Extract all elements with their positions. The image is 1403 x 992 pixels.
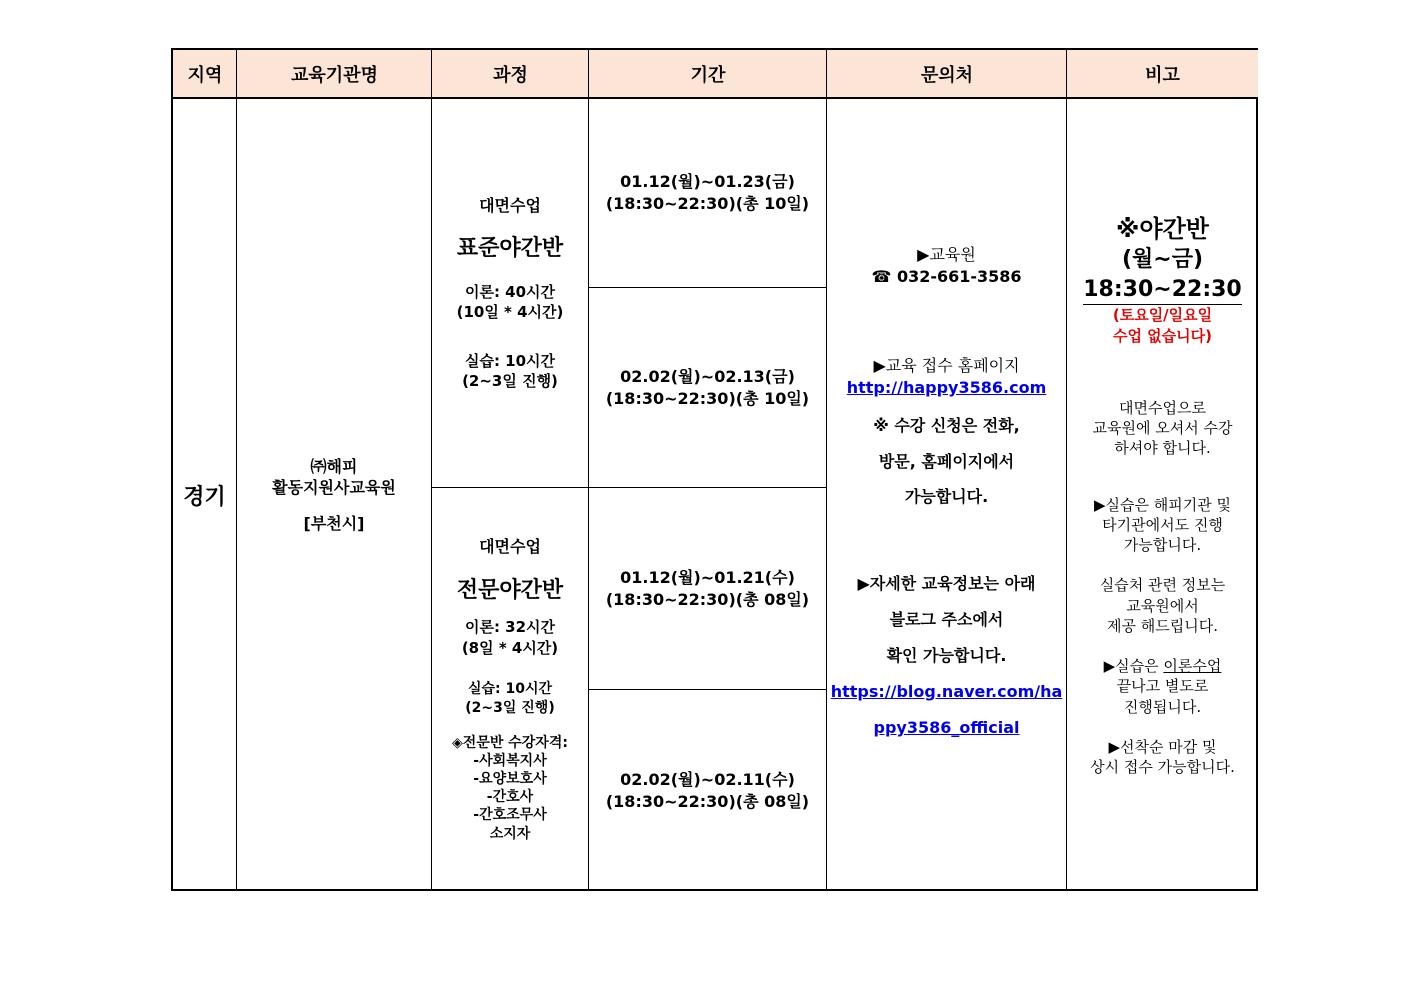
night-class-days: (월~금)	[1121, 247, 1204, 272]
notes-cell	[1067, 99, 1258, 891]
course-type: 대면수업	[479, 195, 541, 215]
institution-city: [부천시]	[303, 513, 365, 533]
night-class-time: 18:30~22:30	[1083, 275, 1242, 306]
period-dates: 01.12(월)~01.21(수)	[620, 567, 795, 587]
blog-link-line2[interactable]: ppy3586_official	[873, 717, 1020, 737]
note-practice-info-line3: 제공 해드립니다.	[1107, 616, 1218, 635]
apply-note-line1: ※ 수강 신청은 전화,	[873, 416, 1020, 436]
note-practice-line2: 타기관에서도 진행	[1102, 515, 1223, 534]
homepage-link[interactable]: http://happy3586.com	[846, 377, 1047, 397]
phone-number: ☎ 032-661-3586	[871, 266, 1022, 286]
note-registration-line1: ▶선착순 마감 및	[1108, 737, 1217, 756]
homepage-label: ▶교육 접수 홈페이지	[873, 356, 1020, 376]
course-practice: 실습: 10시간	[464, 351, 556, 370]
institution-name-line1: ㈜해피	[310, 456, 358, 476]
header-period: 기간	[589, 50, 827, 99]
course-professional-cell	[432, 488, 588, 891]
period-cell	[589, 690, 826, 891]
header-course: 과정	[432, 50, 589, 99]
blog-link-line1[interactable]: https://blog.naver.com/ha	[830, 681, 1063, 701]
blog-note-line2: 블로그 주소에서	[889, 609, 1004, 629]
course-name: 전문야간반	[456, 577, 564, 603]
qualification-title: ◈전문반 수강자격:	[452, 734, 568, 751]
blog-note-line1: ▶자세한 교육정보는 아래	[857, 573, 1036, 593]
institution-name-line2: 활동지원사교육원	[272, 478, 396, 498]
schedule-table	[171, 48, 1258, 891]
apply-note-line3: 가능합니다.	[904, 486, 989, 506]
apply-note-line2: 방문, 홈페이지에서	[878, 451, 1015, 471]
header-notes: 비고	[1067, 50, 1258, 99]
course-standard-cell	[432, 99, 588, 487]
contact-cell	[827, 99, 1066, 891]
course-theory: 이론: 32시간	[464, 618, 556, 637]
qualification-item: -사회복지사	[473, 752, 547, 769]
period-time: (18:30~22:30)(총 10일)	[605, 388, 810, 408]
note-in-person-line3: 하셔야 합니다.	[1114, 439, 1211, 458]
qualification-item: -요양보호사	[473, 771, 547, 788]
office-label: ▶교육원	[917, 245, 976, 265]
course-practice-detail: (2~3일 진행)	[462, 371, 558, 390]
note-in-person-line2: 교육원에 오셔서 수강	[1092, 419, 1233, 438]
region-cell: 경기	[183, 484, 226, 510]
period-cell	[589, 99, 826, 287]
note-registration-line2: 상시 접수 가능합니다.	[1090, 758, 1235, 777]
note-practice-info-line2: 교육원에서	[1126, 596, 1199, 615]
note-practice-line3: 가능합니다.	[1123, 536, 1202, 555]
course-type: 대면수업	[479, 537, 541, 557]
period-time: (18:30~22:30)(총 08일)	[605, 791, 810, 811]
note-practice-schedule-line1	[1104, 656, 1222, 676]
period-time: (18:30~22:30)(총 10일)	[605, 194, 810, 213]
period-time: (18:30~22:30)(총 08일)	[605, 589, 810, 609]
blog-note-line3: 확인 가능합니다.	[886, 645, 1007, 665]
night-class-title: ※야간반	[1116, 214, 1209, 243]
note-practice-schedule-line2: 끝나고 별도로	[1116, 677, 1209, 696]
period-dates: 01.12(월)~01.23(금)	[620, 172, 795, 192]
course-theory-detail: (8일 * 4시간)	[461, 638, 559, 657]
qualification-item: -간호사	[486, 789, 534, 806]
period-cell	[589, 288, 826, 487]
course-practice-detail: (2~3일 진행)	[465, 699, 555, 716]
header-institution: 교육기관명	[237, 50, 432, 99]
note-practice-schedule-underlined: 이론수업	[1163, 657, 1222, 676]
note-in-person-line1: 대면수업으로	[1119, 398, 1206, 417]
no-weekend-class-line2: 수업 없습니다)	[1112, 326, 1213, 345]
period-cell	[589, 488, 826, 689]
no-weekend-class-line1: (토요일/일요일	[1112, 306, 1213, 325]
period-dates: 02.02(월)~02.13(금)	[620, 366, 795, 386]
header-region: 지역	[173, 50, 237, 99]
header-contact: 문의처	[827, 50, 1067, 99]
note-practice-line1: ▶실습은 해피기관 및	[1094, 495, 1231, 514]
qualification-item: -간호조무사	[473, 807, 547, 824]
note-practice-schedule-line3: 진행됩니다.	[1123, 697, 1202, 716]
course-theory-detail: (10일 * 4시간)	[456, 303, 564, 322]
course-practice: 실습: 10시간	[467, 680, 553, 697]
note-practice-schedule-prefix: ▶실습은	[1103, 657, 1164, 676]
note-practice-info-line1: 실습처 관련 정보는	[1099, 576, 1226, 595]
institution-cell	[237, 99, 431, 891]
course-name: 표준야간반	[456, 236, 564, 262]
course-theory: 이론: 40시간	[464, 283, 556, 302]
qualification-item: 소지자	[489, 825, 531, 842]
period-dates: 02.02(월)~02.11(수)	[620, 769, 795, 789]
